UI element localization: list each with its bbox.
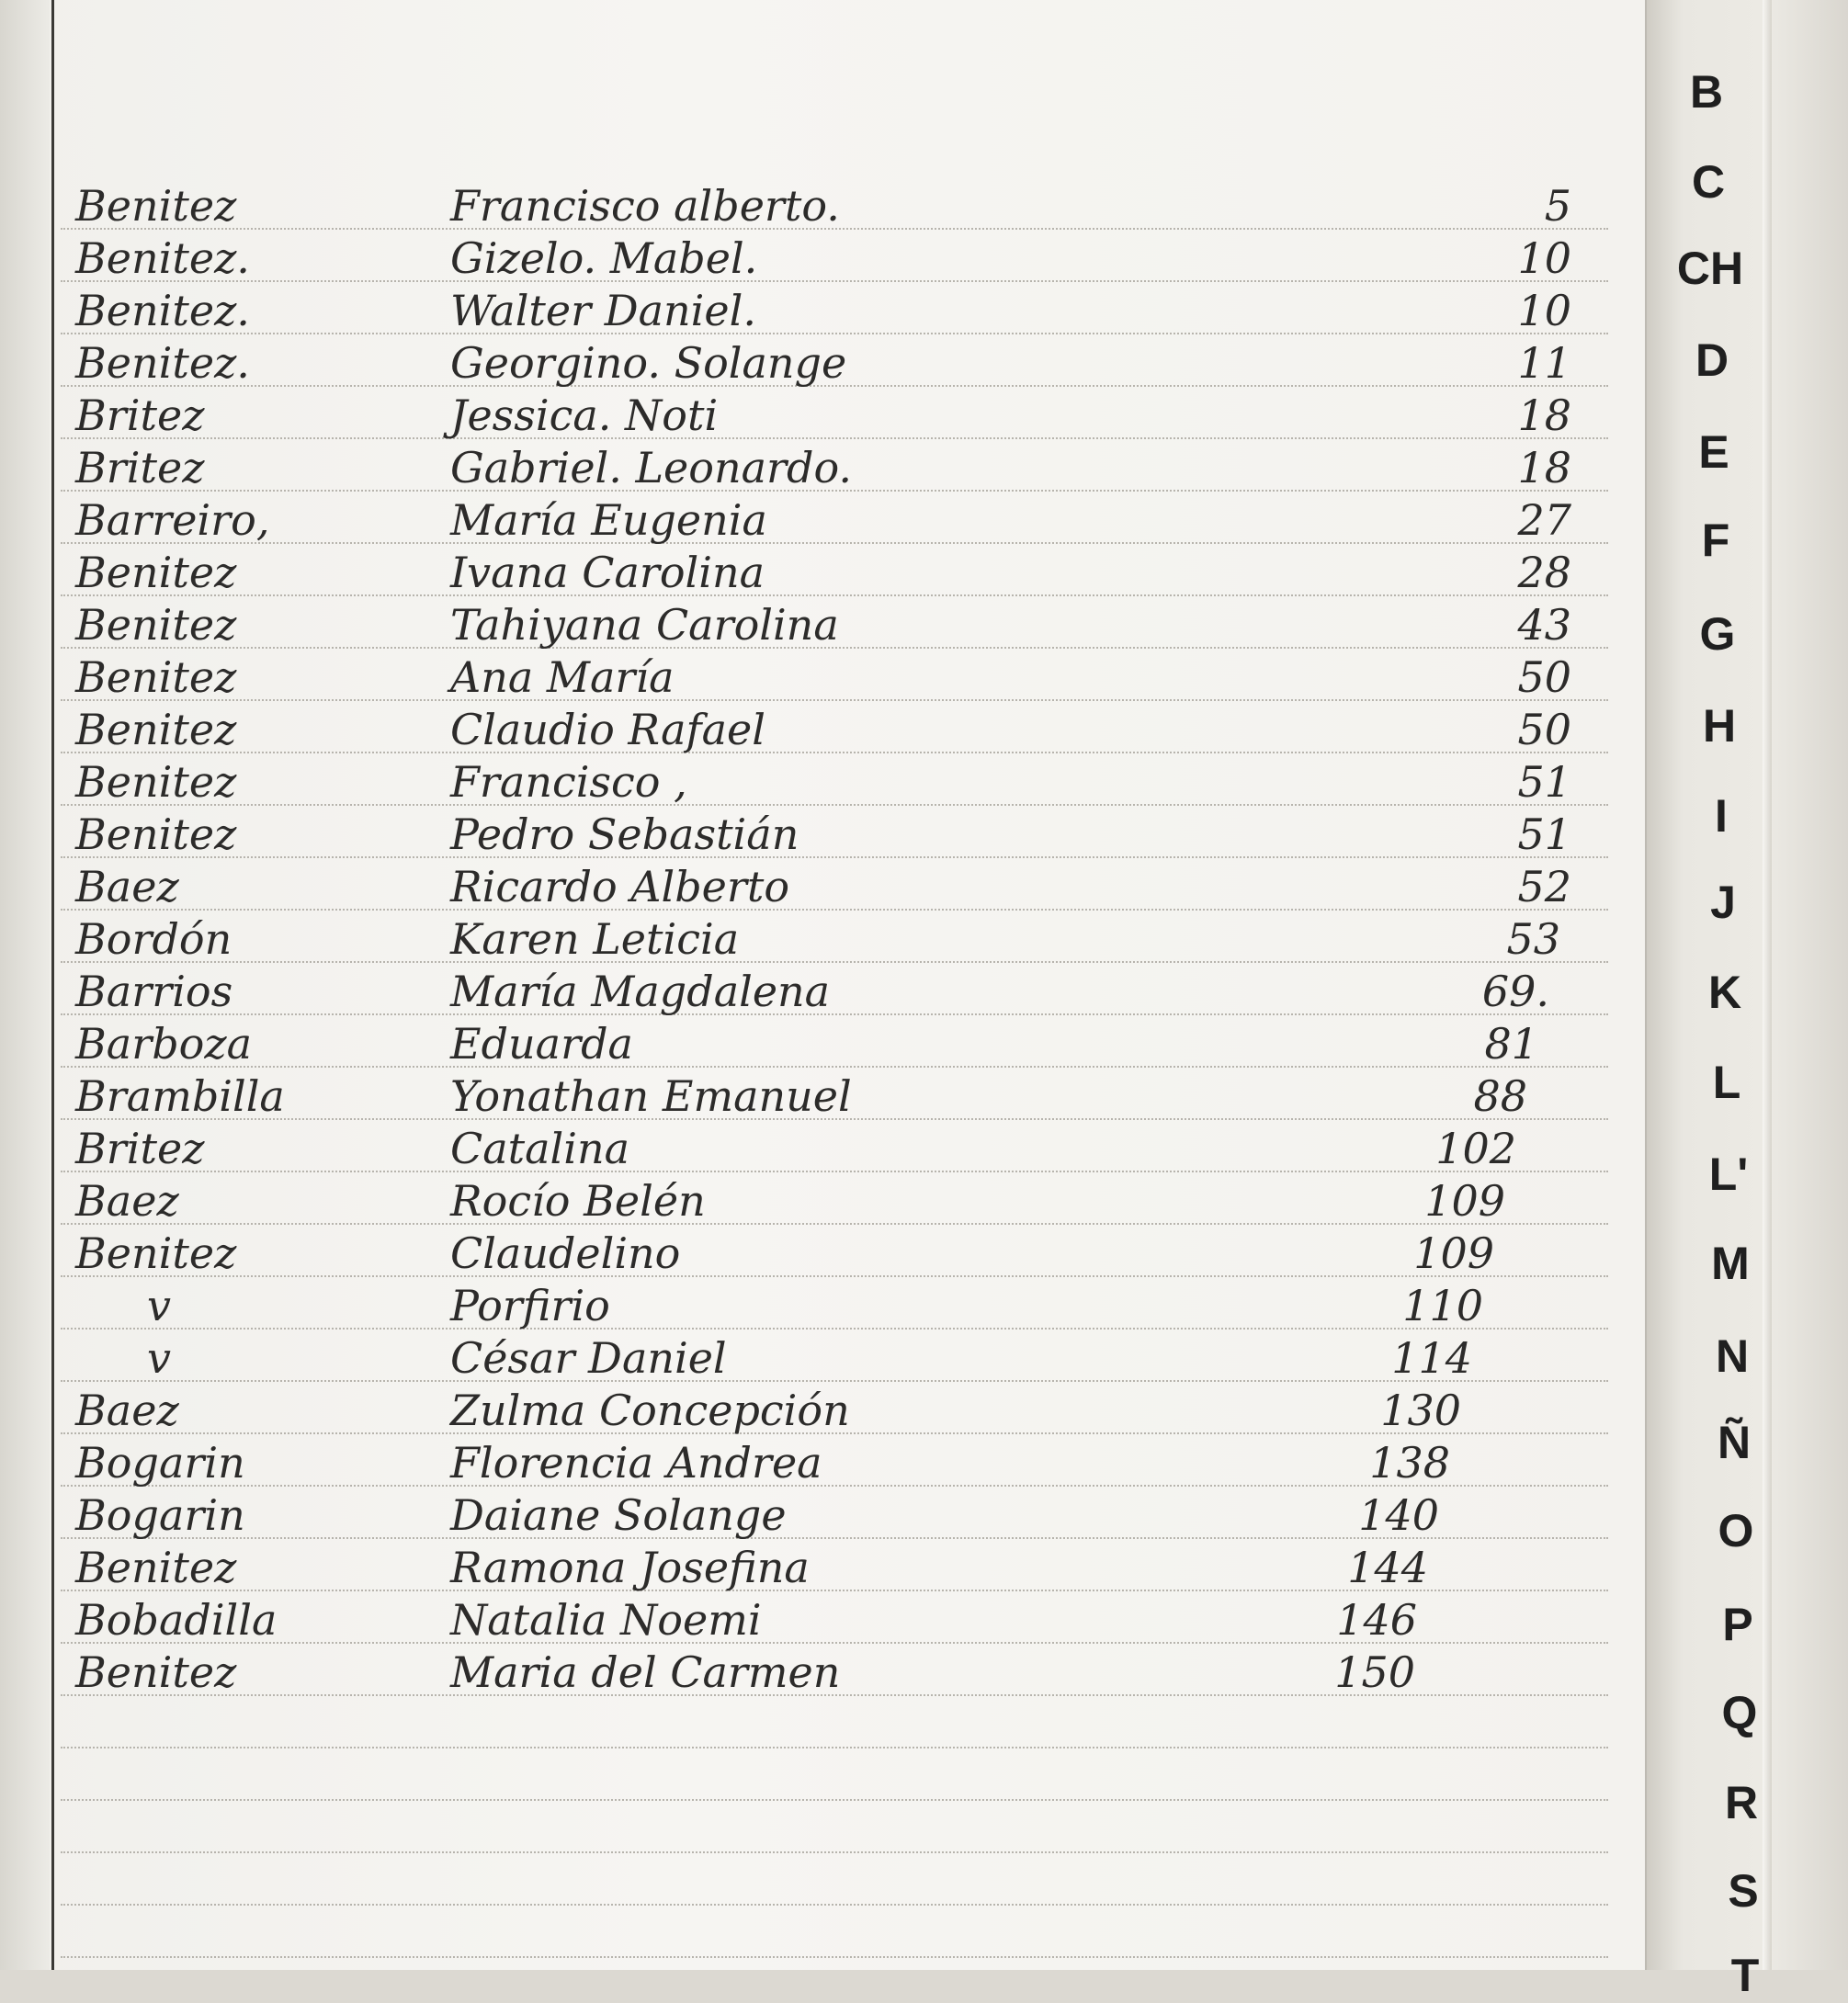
page-number: 52	[1517, 862, 1571, 911]
page-number: 81	[1484, 1019, 1538, 1069]
register-row	[0, 285, 1672, 336]
surname: Britez	[75, 443, 205, 492]
index-tab-7[interactable]: H	[1702, 700, 1737, 752]
index-tab-17[interactable]: P	[1722, 1599, 1753, 1650]
given-names: Zulma Concepción	[450, 1386, 850, 1435]
page-number: 150	[1334, 1647, 1415, 1697]
surname: v	[147, 1333, 171, 1383]
register-row	[0, 494, 1672, 546]
surname: Barboza	[75, 1019, 253, 1069]
given-names: Daiane Solange	[450, 1490, 787, 1540]
index-tab-13[interactable]: M	[1711, 1238, 1750, 1289]
surname: v	[147, 1281, 171, 1330]
page-number: 11	[1517, 338, 1571, 388]
surname: Brambilla	[75, 1071, 285, 1121]
surname: Britez	[75, 390, 205, 440]
given-names: Porfirio	[450, 1281, 610, 1330]
index-tab-6[interactable]: G	[1699, 608, 1736, 660]
surname: Benitez	[75, 600, 237, 650]
surname: Benitez.	[75, 338, 250, 388]
surname: Benitez	[75, 181, 237, 231]
given-names: Ana María	[450, 652, 675, 702]
surname: Benitez	[75, 1647, 237, 1697]
register-row	[0, 704, 1672, 755]
page-number: 18	[1517, 390, 1571, 440]
surname: Baez	[75, 1176, 179, 1226]
page-number: 146	[1336, 1595, 1417, 1645]
given-names: Ivana Carolina	[450, 548, 765, 597]
page-number: 43	[1517, 600, 1571, 650]
index-tab-21[interactable]: T	[1730, 1950, 1760, 2001]
register-row	[0, 1437, 1672, 1488]
page-number: 144	[1347, 1543, 1428, 1592]
surname: Bogarin	[75, 1438, 245, 1488]
index-tab-16[interactable]: O	[1718, 1505, 1754, 1556]
register-row	[0, 1385, 1672, 1436]
register-row	[0, 1542, 1672, 1593]
register-row	[0, 1175, 1672, 1227]
surname: Benitez	[75, 1543, 237, 1592]
register-row	[0, 1280, 1672, 1331]
register-row	[0, 180, 1672, 232]
register-row	[0, 913, 1672, 965]
page-number: 27	[1517, 495, 1571, 545]
surname: Bordón	[75, 914, 232, 964]
given-names: Gizelo. Mabel.	[450, 233, 758, 283]
given-names: Pedro Sebastián	[450, 809, 799, 859]
index-tab-8[interactable]: I	[1715, 790, 1728, 842]
index-tab-5[interactable]: F	[1701, 515, 1730, 566]
index-tab-15[interactable]: Ñ	[1717, 1417, 1752, 1468]
given-names: María Eugenia	[450, 495, 767, 545]
given-names: María Magdalena	[450, 967, 831, 1016]
page-number: 18	[1517, 443, 1571, 492]
surname: Benitez	[75, 1228, 237, 1278]
alphabet-index-tabs	[1645, 0, 1848, 2001]
surname: Benitez	[75, 548, 237, 597]
page-number: 110	[1402, 1281, 1483, 1330]
page-number: 130	[1380, 1386, 1461, 1435]
surname: Benitez	[75, 809, 237, 859]
page-number: 102	[1435, 1124, 1516, 1173]
index-tab-19[interactable]: R	[1724, 1777, 1759, 1828]
surname: Barrios	[75, 967, 233, 1016]
surname: Benitez	[75, 757, 237, 807]
page-number: 51	[1517, 809, 1571, 859]
surname: Barreiro,	[75, 495, 270, 545]
page-number: 138	[1369, 1438, 1450, 1488]
page-number: 51	[1517, 757, 1571, 807]
page-number: 50	[1517, 705, 1571, 754]
given-names: Francisco ,	[450, 757, 687, 807]
register-row	[0, 809, 1672, 860]
index-tab-3[interactable]: D	[1695, 334, 1729, 386]
register-row	[0, 1228, 1672, 1279]
register-row	[0, 1647, 1672, 1698]
given-names: Yonathan Emanuel	[450, 1071, 852, 1121]
given-names: Karen Leticia	[450, 914, 740, 964]
page-number: 10	[1517, 233, 1571, 283]
index-tab-4[interactable]: E	[1698, 426, 1729, 478]
surname: Bogarin	[75, 1490, 245, 1540]
register-row	[0, 232, 1672, 284]
given-names: Ricardo Alberto	[450, 862, 790, 911]
index-tab-1[interactable]: C	[1691, 156, 1726, 208]
given-names: César Daniel	[450, 1333, 727, 1383]
register-row	[0, 1070, 1672, 1122]
given-names: Maria del Carmen	[450, 1647, 841, 1697]
register-row	[0, 442, 1672, 493]
tab-edge	[1763, 0, 1772, 1970]
register-row	[0, 390, 1672, 441]
given-names: Walter Daniel.	[450, 286, 756, 335]
given-names: Eduarda	[450, 1019, 633, 1069]
page-number: 109	[1413, 1228, 1494, 1278]
register-row	[0, 756, 1672, 808]
surname: Benitez.	[75, 286, 250, 335]
page-number: 114	[1391, 1333, 1472, 1383]
given-names: Tahiyana Carolina	[450, 600, 839, 650]
page-number: 109	[1424, 1176, 1505, 1226]
index-tab-0[interactable]: B	[1689, 66, 1724, 118]
index-tab-18[interactable]: Q	[1721, 1687, 1758, 1738]
register-row	[0, 1594, 1672, 1646]
given-names: Natalia Noemi	[450, 1595, 762, 1645]
given-names: Florencia Andrea	[450, 1438, 822, 1488]
register-row	[0, 861, 1672, 912]
given-names: Claudio Rafael	[450, 705, 765, 754]
index-tab-9[interactable]: J	[1710, 877, 1736, 928]
register-row	[0, 966, 1672, 1017]
page-number: 50	[1517, 652, 1571, 702]
register-row	[0, 599, 1672, 651]
register-row	[0, 337, 1672, 389]
surname: Britez	[75, 1124, 205, 1173]
page-number: 69.	[1481, 967, 1549, 1016]
given-names: Claudelino	[450, 1228, 681, 1278]
register-row	[0, 1332, 1672, 1384]
page-number: 53	[1506, 914, 1560, 964]
page-number: 10	[1517, 286, 1571, 335]
index-tab-14[interactable]: N	[1715, 1330, 1750, 1382]
register-row	[0, 651, 1672, 703]
page-number: 140	[1358, 1490, 1439, 1540]
page-number: 88	[1473, 1071, 1527, 1121]
index-tab-20[interactable]: S	[1728, 1865, 1759, 1917]
index-tab-11[interactable]: L	[1712, 1057, 1741, 1108]
given-names: Francisco alberto.	[450, 181, 840, 231]
given-names: Ramona Josefina	[450, 1543, 810, 1592]
page-number: 5	[1544, 181, 1571, 231]
index-tab-2[interactable]: CH	[1676, 243, 1744, 294]
surname: Benitez	[75, 652, 237, 702]
given-names: Gabriel. Leonardo.	[450, 443, 852, 492]
surname: Baez	[75, 1386, 179, 1435]
given-names: Rocío Belén	[450, 1176, 706, 1226]
register-row	[0, 1123, 1672, 1174]
register-row	[0, 1018, 1672, 1069]
index-tab-12[interactable]: L'	[1708, 1149, 1749, 1200]
surname: Benitez	[75, 705, 237, 754]
register-row	[0, 547, 1672, 598]
index-tab-10[interactable]: K	[1707, 967, 1742, 1018]
register-row	[0, 1489, 1672, 1541]
surname: Benitez.	[75, 233, 250, 283]
surname: Baez	[75, 862, 179, 911]
given-names: Georgino. Solange	[450, 338, 847, 388]
surname: Bobadilla	[75, 1595, 278, 1645]
given-names: Jessica. Noti	[450, 390, 719, 440]
given-names: Catalina	[450, 1124, 630, 1173]
page-number: 28	[1517, 548, 1571, 597]
